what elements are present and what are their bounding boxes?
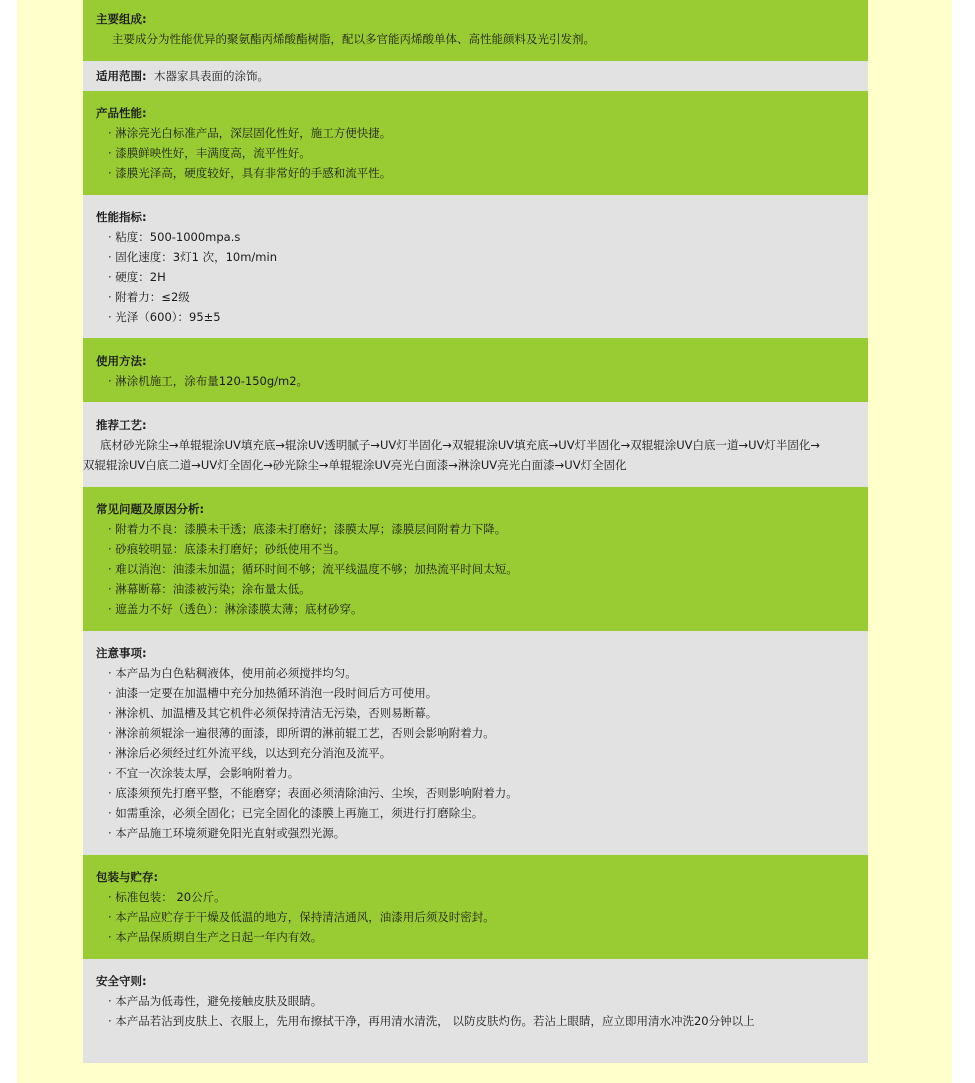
list-item: · 标准包装： 20公斤。 [108, 890, 226, 904]
section-text: 木器家具表面的涂饰。 [154, 69, 269, 83]
section-process [83, 402, 868, 487]
list-item: · 粘度：500-1000mpa.s [108, 230, 241, 244]
section-usage [83, 338, 868, 402]
list-item: · 光泽（600）：95±5 [108, 310, 221, 324]
section-title: 推荐工艺: [96, 418, 147, 432]
list-item: · 砂痕较明显：底漆未打磨好；砂纸使用不当。 [108, 542, 346, 556]
section-title: 适用范围: [96, 69, 147, 83]
section-title: 使用方法: [96, 354, 147, 368]
list-item: · 本产品为白色粘稠液体，使用前必须搅拌均匀。 [108, 666, 357, 680]
list-item: · 本产品保质期自生产之日起一年内有效。 [108, 930, 323, 944]
list-item: · 如需重涂，必须全固化；已完全固化的漆膜上再施工，须进行打磨除尘。 [108, 806, 484, 820]
section-specs [83, 195, 868, 338]
list-item: · 硬度：2H [108, 270, 166, 284]
list-item: · 淋涂机施工，涂布量120-150g/m2。 [108, 374, 309, 388]
section-safety [83, 959, 868, 1063]
section-performance [83, 91, 868, 195]
list-item: · 漆膜鲜映性好，丰满度高，流平性好。 [108, 146, 311, 160]
section-scope [83, 61, 868, 91]
section-title: 安全守则: [96, 974, 147, 988]
section-problems [83, 487, 868, 631]
section-title: 注意事项: [96, 646, 147, 660]
section-title: 性能指标: [96, 210, 147, 224]
process-line: 双辊辊涂UV白底二道→UV灯全固化→砂光除尘→单辊辊涂UV亮光白面漆→淋涂UV亮光白面漆→UV灯全固化 [83, 458, 627, 472]
list-item: · 漆膜光泽高，硬度较好，具有非常好的手感和流平性。 [108, 166, 392, 180]
list-item: · 淋涂亮光白标准产品，深层固化性好，施工方便快捷。 [108, 126, 392, 140]
section-title: 常见问题及原因分析: [96, 502, 205, 516]
list-item: · 淋幕断幕：油漆被污染；涂布量太低。 [108, 582, 311, 596]
section-title: 主要组成: [96, 12, 147, 26]
section-text: 主要成分为性能优异的聚氨酯丙烯酸酯树脂，配以多官能丙烯酸单体、高性能颜料及光引发剂。 [112, 32, 595, 46]
section-main-composition [83, 0, 868, 61]
section-notes [83, 631, 868, 855]
section-title: 包装与贮存: [96, 870, 159, 884]
section-title: 产品性能: [96, 106, 147, 120]
list-item: · 淋涂前须辊涂一遍很薄的面漆，即所谓的淋前辊工艺，否则会影响附着力。 [108, 726, 495, 740]
list-item: · 本产品应贮存于干燥及低温的地方，保持清洁通风，油漆用后须及时密封。 [108, 910, 495, 924]
list-item: · 附着力：≤2级 [108, 290, 190, 304]
list-item: · 本产品若沾到皮肤上、衣服上，先用布擦拭干净，再用清水清洗， 以防皮肤灼伤。若沾上眼睛，应立即用清水冲洗20分钟以上 [108, 1014, 755, 1028]
list-item: · 难以消泡：油漆未加温；循环时间不够；流平线温度不够；加热流平时间太短。 [108, 562, 518, 576]
list-item: · 遮盖力不好（透色）：淋涂漆膜太薄；底材砂穿。 [108, 602, 363, 616]
list-item: · 淋涂后必须经过红外流平线，以达到充分消泡及流平。 [108, 746, 392, 760]
list-item: · 本产品施工环境须避免阳光直射或强烈光源。 [108, 826, 346, 840]
list-item: · 油漆一定要在加温槽中充分加热循环消泡一段时间后方可使用。 [108, 686, 438, 700]
section-packaging [83, 855, 868, 959]
list-item: · 不宜一次涂装太厚，会影响附着力。 [108, 766, 300, 780]
list-item: · 本产品为低毒性，避免接触皮肤及眼睛。 [108, 994, 323, 1008]
list-item: · 底漆须预先打磨平整，不能磨穿；表面必须清除油污、尘埃，否则影响附着力。 [108, 786, 518, 800]
list-item: · 附着力不良：漆膜未干透；底漆未打磨好；漆膜太厚；漆膜层间附着力下降。 [108, 522, 507, 536]
process-line: 底材砂光除尘→单辊辊涂UV填充底→辊涂UV透明腻子→UV灯半固化→双辊辊涂UV填充底→UV灯半固化→双辊辊涂UV白底一道→UV灯半固化→ [100, 438, 821, 452]
list-item: · 固化速度：3灯1 次，10m/min [108, 250, 277, 264]
list-item: · 淋涂机、加温槽及其它机件必须保持清洁无污染，否则易断幕。 [108, 706, 438, 720]
